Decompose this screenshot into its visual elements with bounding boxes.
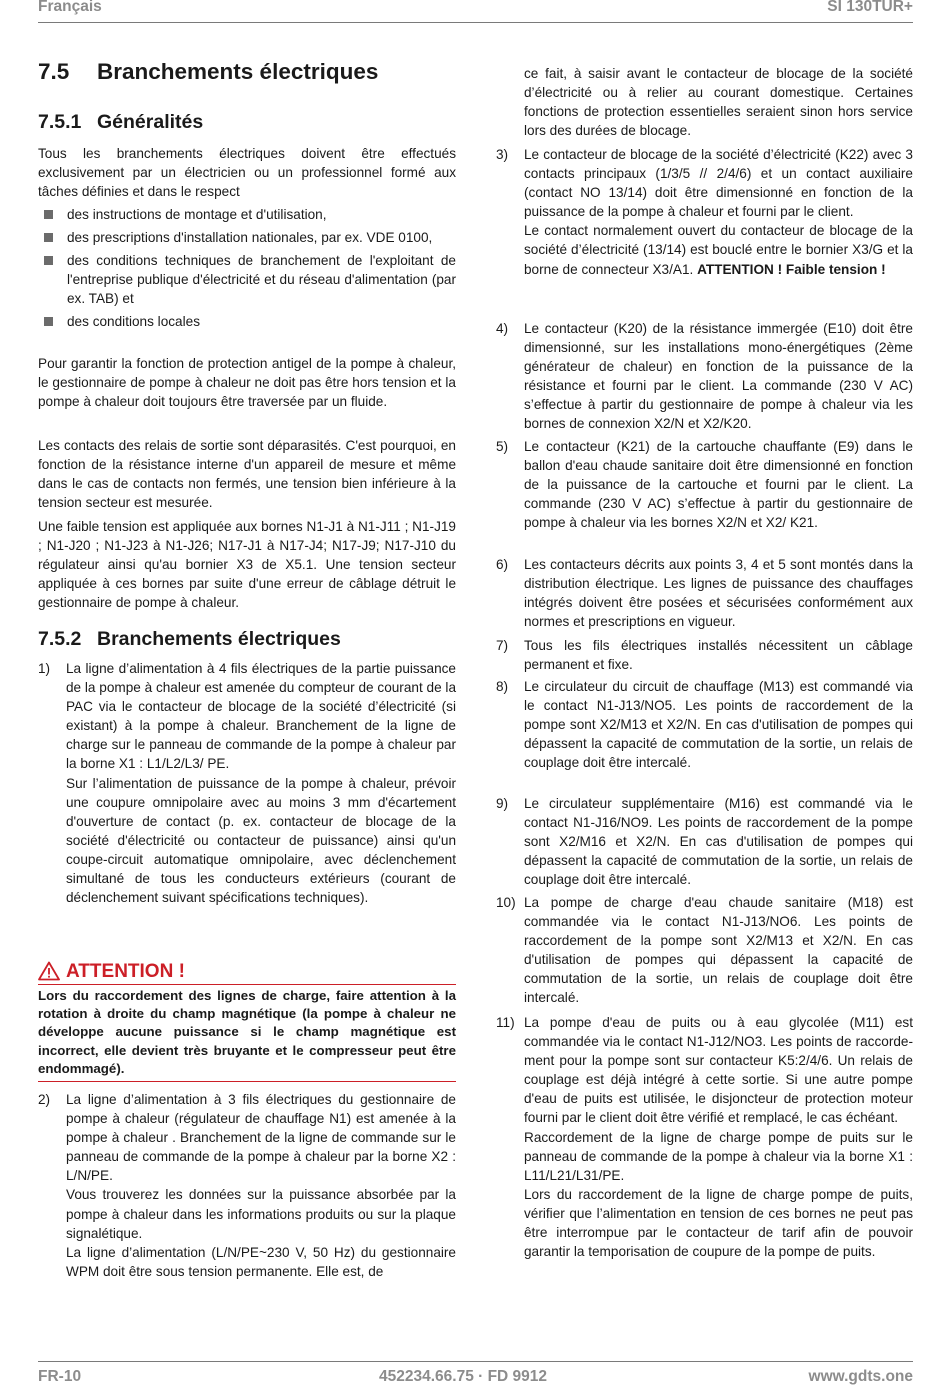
item-number: 8): [496, 679, 509, 694]
warning-title-text: ATTENTION !: [66, 961, 185, 982]
low-voltage-paragraph: Une faible tension est appliquée aux bornes N1-J1 à N1-J11 ; N1-J19 ; N1-J20 ; N1-J23 à N1-J26; N17-J1 à N17-J4; N17-J9; N17-J10 du régulateur ainsi qu'au bornier X3 de X5.1. Une tension secteur appliquée à ces bornes par suite d'une erreur de câblage détruit le gestionnaire de pompe à chaleur.: [38, 519, 456, 611]
item-text: Tous les fils électriques installés nécessitent un câblage permanent et fixe.: [524, 638, 913, 673]
item-text: La ligne d’alimentation à 3 fils électriques du gestionnaire de pompe à chaleur (régulateur de chauffage N1) est amenée à la pompe à chaleur . Branchement de la ligne de commande sur le panneau de commande de la pompe à chaleur par la borne X2 : L/N/PE.: [66, 1092, 456, 1184]
page-header: [38, 0, 913, 23]
section-title: Généralités: [97, 111, 204, 133]
warning-box: [38, 960, 456, 1082]
item-number: 9): [496, 796, 509, 811]
item-text: Les contacteurs décrits aux points 3, 4 et 5 sont montés dans la distribution électrique. Les lignes de puissance des chauffages intégrés doivent être posées et sécurisées conformément aux normes et prescriptions en vigueur.: [524, 557, 913, 630]
header-model: SI 130TUR+: [827, 0, 913, 15]
document-reference: 452234.66.75 · FD 9912: [379, 1368, 548, 1385]
numbered-item-8: [496, 677, 913, 772]
item-number: 10): [496, 895, 516, 910]
low-voltage-warning: ATTENTION ! Faible tension !: [697, 261, 886, 277]
warning-body: Lors du raccordement des lignes de charge, faire attention à la rotation à droite du champ magnétique (la pompe à chaleur ne développe aucune puissance si le champ magnétique est incorrect, elle devient très bruyante et le compresseur peut être endommagé).: [38, 988, 456, 1076]
numbered-item-5: [496, 437, 913, 532]
item-text: Le contacteur (K20) de la résistance immergée (E10) doit être dimensionné, sur les installations mono-énergétiques (2ème générateur de chaleur) en fonction de la puissance de la résistance et fourni par le client. La commande (230 V AC) s’effectue à partir du gestionnaire de pompe à chaleur via les bornes de connexion X2/N et X2/K20.: [524, 321, 913, 432]
item-text: Le circulateur supplémentaire (M16) est commandé via le contact N1-J16/NO9. Les points de raccordement de la pompe sont X2/M16 et X2/N. En cas d'utilisation de pompes qui dépassent la capacité de commutation de la sortie, un relais de couplage doit être intercalé.: [524, 796, 913, 888]
item-text: Raccordement de la ligne de charge pompe de puits sur le panneau de commande de la pompe à chaleur via la borne X1 : L11/L21/L31/PE.: [524, 1129, 913, 1183]
item-number: 5): [496, 439, 509, 454]
item-number: 4): [496, 321, 509, 336]
requirements-list: [38, 205, 456, 336]
numbered-item-11: [496, 1013, 913, 1261]
item-text: La pompe d'eau de puits ou à eau glycolée (M11) est commandée via le contact N1-J12/NO3. Les points de raccorde-ment pour la pompe sont sur contacteur K5:2/4/6. Un relais de couplage est déjà intégré à cette sortie. Si une autre pompe d'eau de puits est utilisée, le disjoncteur de protection moteur fourni par le client doit être vérifié et remplacé, le cas échéant.: [524, 1015, 913, 1126]
item-text: Le contacteur (K21) de la cartouche chauffante (E9) dans le ballon d'eau chaude sanitaire doit être dimensionné en fonction de la puissance de la cartouche et fourni par le client. La commande (230 V AC) s’effectue à partir du gestionnaire de pompe à chaleur via les bornes X2/N et X2/ K21.: [524, 439, 913, 531]
section-title: Branchements électriques: [97, 628, 341, 650]
numbered-item-2: [38, 1090, 456, 1281]
item-number: 7): [496, 638, 509, 653]
item-number: 2): [38, 1092, 51, 1107]
list-item: des conditions techniques de branchement de l'exploitant de l'entreprise publique d'électricité et du réseau d'alimentation (par ex. TAB) et: [38, 251, 456, 308]
numbered-item-6: [496, 555, 913, 631]
item-number: 11): [496, 1015, 515, 1030]
list-item: des conditions locales: [38, 312, 456, 331]
item-text: Le contact normalement ouvert du contacteur de blocage de la société d’électricité (13/14) est bouclé entre le bornier X3/G et la borne de connecteur X3/A1.: [524, 223, 913, 277]
section-title: Branchements électriques: [97, 59, 379, 84]
numbered-item-3: [496, 145, 913, 279]
item-text: Sur l’alimentation de puissance de la pompe à chaleur, prévoir une coupure omnipolaire avec au moins 3 mm d'écartement d'ouverture de contact (p. ex. contacteur de blocage de la société d'électricité ou contacteur de puissance) ainsi qu'un coupe-circuit automatique omnipolaire, avec déclenchement simultané de tous les conducteurs extérieurs (courant de déclenchement suivant spécifications techniques).: [66, 775, 456, 906]
section-number: 7.5.1: [38, 111, 82, 133]
list-item: des prescriptions d'installation nationales, par ex. VDE 0100,: [38, 228, 456, 247]
item-number: 6): [496, 557, 509, 572]
section-number: 7.5: [38, 59, 70, 84]
relay-contacts-paragraph: Les contacts des relais de sortie sont déparasités. C'est pourquoi, en fonction de la résistance interne d'un appareil de mesure et même dans le cas de contacts non fermés, une tension bien inférieure à la tension secteur est mesurée.: [38, 438, 456, 511]
section-heading-7-5: [38, 59, 379, 84]
numbered-item-7: [496, 636, 913, 674]
item-text: Le contacteur de blocage de la société d’électricité (K22) avec 3 contacts principaux (1/3/5 // 2/4/6) et un contact auxiliaire (contact NO 13/14) doit être dimensionné en fonction de la puissance de la pompe à chaleur et fourni par le client.: [524, 147, 913, 220]
item-2-continuation: ce fait, à saisir avant le contacteur de blocage de la société d’électricité ou à relier au courant domestique. Certaines fonctions de protection essentielles seraient sinon hors service lors des durées de blocage.: [524, 66, 913, 139]
item-text: La ligne d’alimentation à 4 fils électriques de la partie puissance de la pompe à chaleur est amenée du compteur de courant de la PAC via le contacteur de blocage de la société d’électricité (si existant) à la pompe à chaleur. Branchement de la ligne de charge sur le panneau de commande de la pompe à chaleur par la borne X1 : L1/L2/L3/ PE.: [66, 661, 456, 772]
numbered-item-10: [496, 893, 913, 1008]
page-number: FR-10: [38, 1368, 82, 1385]
list-item: des instructions de montage et d'utilisation,: [38, 205, 456, 224]
warning-title: [38, 960, 456, 984]
item-text: Lors du raccordement de la ligne de charge pompe de puits, vérifier que l’alimentation en tension de ces bornes ne peut pas être interrompue par le contacteur de tarif afin de pouvoir garantir la temporisation de coupure de la pompe de puits.: [524, 1186, 913, 1260]
item-text: La ligne d’alimentation (L/N/PE~230 V, 50 Hz) du gestionnaire WPM doit être sous tension permanente. Elle est, de: [66, 1244, 456, 1279]
item-text: Le circulateur du circuit de chauffage (M13) est commandé via le contact N1-J13/NO5. Les points de raccordement de la pompe sont X2/M13 et X2/N. En cas d'utilisation de pompes qui dépassent la capacité de commutation de la sortie, un relais de couplage doit être intercalé.: [524, 679, 913, 771]
header-language: Français: [38, 0, 102, 15]
item-text: Vous trouverez les données sur la puissance absorbée par la pompe à chaleur dans les informations produits ou sur la plaque signalétique.: [66, 1187, 456, 1241]
numbered-item-4: [496, 319, 913, 434]
numbered-item-1: [38, 659, 456, 907]
section-number: 7.5.2: [38, 628, 82, 650]
website-link[interactable]: www.gdts.one: [808, 1368, 913, 1385]
section-heading-7-5-1: [38, 113, 203, 132]
numbered-item-9: [496, 794, 913, 889]
section-heading-7-5-2: [38, 630, 341, 649]
item-number: 3): [496, 147, 509, 162]
intro-paragraph: Tous les branchements électriques doivent être effectués exclusivement par un électricien ou un professionnel formé aux tâches définies et dans le respect: [38, 146, 456, 200]
warning-triangle-icon: [38, 961, 60, 981]
item-text: La pompe de charge d'eau chaude sanitaire (M18) est commandée via le contact N1-J13/NO6. Les points de raccordement de la pompe sont X2/M13 et X2/N. En cas d'utilisation de pompes qui dépassent la capacité de commutation de la sortie, un relais de couplage doit être intercalé.: [524, 895, 913, 1006]
item-number: 1): [38, 661, 51, 676]
page-footer: [38, 1361, 913, 1385]
frost-protection-paragraph: Pour garantir la fonction de protection antigel de la pompe à chaleur, le gestionnaire de pompe à chaleur ne doit pas être hors tension et la pompe à chaleur doit toujours être traversée par un fluide.: [38, 356, 456, 410]
